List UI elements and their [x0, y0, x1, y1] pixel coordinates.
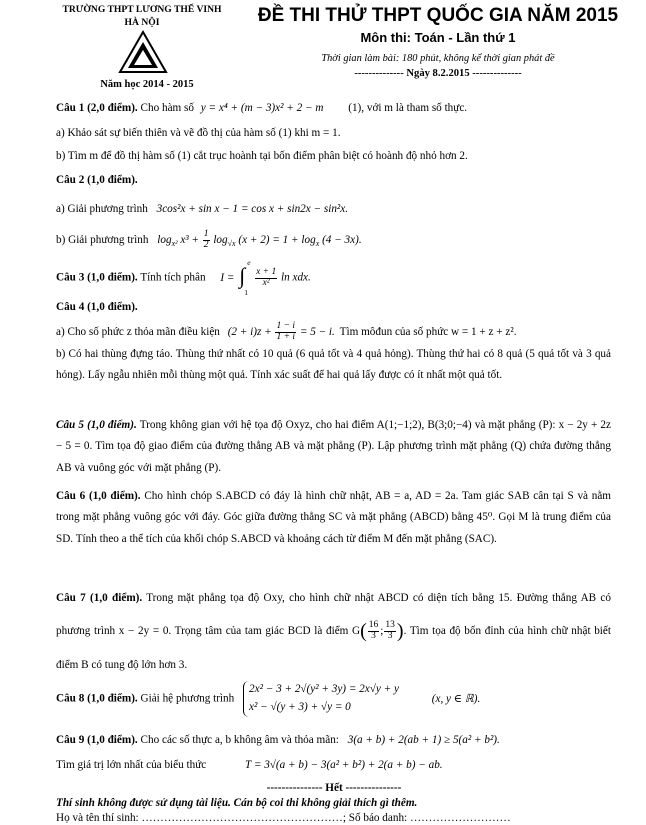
q7-g-frac1-den: 3: [371, 631, 376, 642]
q7-text2: . Tìm tọa độ bốn đỉnh của hình chữ nhật biết điểm B có tung độ lớn hơn 3.: [56, 625, 611, 672]
q4-a-text1: a) Cho số phức z thỏa mãn điều kiện: [56, 326, 220, 339]
q2-b-frac-den: 2: [203, 239, 209, 250]
q2-b-sub3: √x: [227, 239, 236, 249]
q4-label: Câu 4 (1,0 điểm).: [56, 301, 138, 313]
q2-label: Câu 2 (1,0 điểm).: [56, 174, 138, 186]
q3-integral: [237, 258, 251, 297]
q2-part-b: [56, 230, 611, 251]
exam-time: Thời gian làm bài: 180 phút, không kể thời gian phát đề: [321, 53, 555, 64]
footer-note: Thí sinh không được sử dụng tài liệu. Cán bộ coi thi không giải thích gì thêm.: [56, 797, 418, 809]
q4-part-b: b) Có hai thùng đựng táo. Thùng thứ nhất có 10 quả (6 quả tốt và 4 quả hỏng). Thùng thứ hai có 8 quả (5 quả tốt và 3 quả hỏng). Lấy ngẫu nhiên mỗi thùng một quả. Tính xác suất để hai quả lấy được có ít nhất một quả tốt.: [56, 348, 611, 382]
q8-eq2: x² − √(y + 3) + √y = 0: [249, 700, 351, 713]
q4-a-text2: Tìm môđun của số phức w = 1 + z + z².: [339, 326, 517, 339]
school-name-line2: HÀ NỘI: [124, 16, 160, 28]
q3-label: Câu 3 (1,0 điểm).: [56, 271, 138, 284]
q9-condition: 3(a + b) + 2(ab + 1) ≥ 5(a² + b²).: [347, 734, 500, 746]
q3-frac-num: x + 1: [256, 266, 277, 277]
q3-text: Tính tích phân: [140, 271, 206, 284]
school-logo-icon: [118, 30, 168, 74]
question-6: [56, 486, 611, 550]
q2-b-f1: log: [157, 234, 172, 247]
q1-label: Câu 1 (2,0 điểm).: [56, 102, 138, 114]
q4-a-fraction: [275, 322, 296, 343]
q7-g-frac2-num: 13: [385, 620, 395, 631]
q9-text2: Tìm giá trị lớn nhất của biểu thức: [56, 759, 207, 771]
school-year: Năm học 2014 - 2015: [100, 79, 194, 90]
exam-title: ĐỀ THI THỬ THPT QUỐC GIA NĂM 2015: [257, 5, 619, 26]
open-paren-icon: (: [360, 620, 367, 643]
q6-text: Cho hình chóp S.ABCD có đáy là hình chữ nhật, AB = a, AD = 2a. Tam giác SAB cân tại S và nằm trong mặt phẳng vuông góc với đáy. Góc giữa đường thẳng SC và mặt phẳng (ABCD) bằng 45⁰. Gọi M là trung điểm của SD. Tính theo a thể tích của khối chóp S.ABCD và khoảng cách từ điểm M đến mặt phẳng (SAC).: [56, 490, 612, 545]
question-5: [56, 415, 611, 479]
q9-label: Câu 9 (1,0 điểm).: [56, 734, 138, 746]
q7-g-frac2: [384, 621, 396, 642]
question-3: [56, 258, 611, 297]
question-9: [56, 733, 611, 747]
candidate-info: Họ và tên thí sinh: ………………………………………………; Số báo danh: ………………………: [56, 812, 511, 824]
q2-b-f3: log: [213, 234, 228, 247]
question-8: [56, 681, 611, 717]
q2-b-f4: (x + 2) = 1 + log: [238, 234, 316, 247]
q2-b-fraction: [203, 230, 210, 251]
q7-label: Câu 7 (1,0 điểm).: [56, 592, 143, 604]
q7-text1: Trong mặt phẳng tọa độ Oxy, cho hình chữ nhật ABCD có diện tích bằng 15. Đường thẳng AB có phương trình x − 2y = 0. Trọng tâm của tam giác BCD là điểm G: [56, 592, 611, 638]
q2-part-a: [56, 202, 611, 216]
q1-part-a: a) Khảo sát sự biến thiên và vẽ đồ thị của hàm số (1) khi m = 1.: [56, 127, 341, 139]
q5-text: Trong không gian với hệ tọa độ Oxyz, cho hai điểm A(1;−1;2), B(3;0;−4) và mặt phẳng (P): x − 2y + 2z − 5 = 0. Tìm tọa độ giao điểm của đường thẳng AB và mặt phẳng (P). Lập phương trình mặt phẳng (Q) chứa đường thẳng AB và vuông góc với mặt phẳng (P).: [56, 419, 611, 474]
q3-frac-den: x²: [262, 277, 270, 288]
q8-domain: (x, y ∈ ℝ).: [431, 692, 481, 705]
q4-a-f1: (2 + i)z +: [227, 326, 272, 339]
q2-b-f2: x³ +: [180, 234, 199, 247]
question-7: Câu 7 (1,0 điểm). Trong mặt phẳng tọa độ Oxy, cho hình chữ nhật ABCD có diện tích bằng 15. Đường thẳng AB có phương trình x − 2y = 0. Trọng tâm của tam giác BCD là điểm G( $\frac{16}{3}$ ; $\frac{13}{3}$ ). Tìm tọa độ bốn đỉnh của hình chữ nhật biết điểm B có tung độ lớn hơn 3.: [56, 592, 611, 672]
school-name-line1: TRƯỜNG THPT LƯƠNG THẾ VINH: [62, 4, 222, 15]
q3-fraction: [255, 268, 277, 289]
q4-part-a: [56, 322, 611, 343]
q2-b-text: b) Giải phương trình: [56, 234, 149, 247]
q9-text1: Cho các số thực a, b không âm và thỏa mãn:: [140, 734, 339, 746]
q4-a-frac-num: 1 − i: [276, 321, 296, 331]
footer-end: --------------- Hết ---------------: [266, 782, 402, 794]
q6-label: Câu 6 (1,0 điểm).: [56, 490, 141, 502]
q4-a-f2: = 5 − i.: [299, 326, 335, 339]
q5-label: Câu 5 (1,0 điểm).: [56, 419, 137, 431]
q2-a-text: a) Giải phương trình: [56, 203, 148, 215]
q4-a-frac-den: 1 + i: [276, 331, 296, 342]
q9-expression: T = 3√(a + b) − 3(a² + b²) + 2(a + b) − ab.: [245, 759, 443, 771]
q7-g-frac1-num: 16: [368, 620, 379, 631]
q9-part-2: [56, 758, 611, 772]
integral-sign-icon: ∫: [239, 263, 246, 288]
q1-text: Cho hàm số: [140, 102, 194, 114]
q8-text: Giải hệ phương trình: [140, 692, 235, 705]
q2-b-f5: (4 − 3x).: [322, 234, 362, 247]
q3-int-lower: 1: [244, 288, 249, 297]
q1-formula: y = x⁴ + (m − 3)x² + 2 − m: [200, 102, 324, 114]
question-1: [56, 101, 611, 115]
school-name: [62, 4, 222, 30]
q8-system: [243, 681, 399, 717]
q7-g-frac1: [368, 621, 380, 642]
q3-lhs: I =: [220, 271, 235, 284]
q3-rhs: ln xdx.: [281, 271, 311, 284]
q7-g-frac2-den: 3: [387, 631, 393, 642]
exam-date: -------------- Ngày 8.2.2015 --------------: [354, 68, 522, 79]
q2-b-sub1: x²: [171, 239, 178, 249]
q8-label: Câu 8 (1,0 điểm).: [56, 692, 138, 705]
q3-int-upper: e: [247, 258, 251, 267]
q2-b-sub4: x: [315, 239, 320, 249]
q1-part-b: b) Tìm m để đồ thị hàm số (1) cắt trục hoành tại bốn điểm phân biệt có hoành độ nhỏ hơn 2.: [56, 150, 468, 162]
exam-subject: Môn thi: Toán - Lần thứ 1: [360, 30, 516, 45]
q8-eq1: 2x² − 3 + 2√(y² + 3y) = 2x√y + y: [249, 683, 399, 695]
close-paren-icon: ): [396, 620, 404, 643]
q1-note: (1), với m là tham số thực.: [348, 102, 468, 114]
q2-a-formula: 3cos²x + sin x − 1 = cos x + sin2x − sin²x.: [156, 203, 349, 215]
q2-b-frac-num: 1: [203, 229, 209, 239]
